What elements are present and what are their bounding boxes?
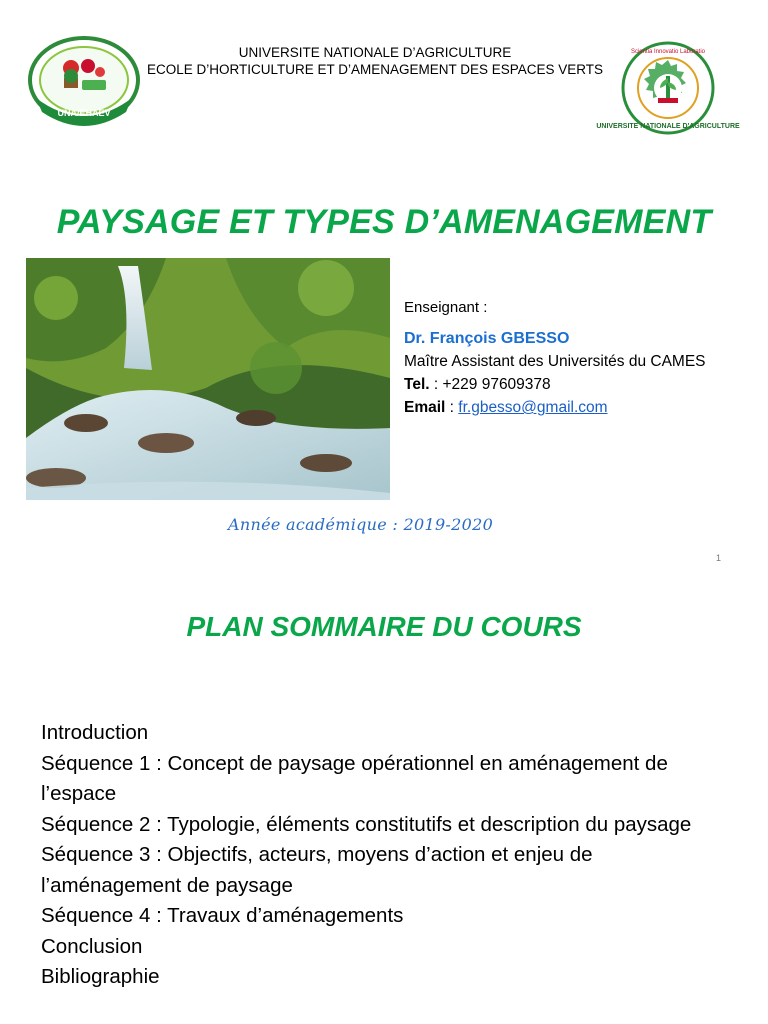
university-name: UNIVERSITE NATIONALE D’AGRICULTURE	[238, 45, 512, 60]
outline-title: PLAN SOMMAIRE DU COURS	[186, 611, 582, 642]
outline-item: Séquence 3 : Objectifs, acteurs, moyens d’action et enjeu de l’aménagement de paysage	[41, 843, 593, 897]
outline-item: Séquence 2 : Typologie, éléments constitutifs et description du paysage	[41, 812, 692, 836]
institution-header	[140, 44, 610, 78]
course-title: PAYSAGE ET TYPES D’AMENAGEMENT	[56, 203, 712, 241]
email-label: Email	[404, 399, 446, 416]
email-link[interactable]: fr.gbesso@gmail.com	[458, 399, 608, 416]
teacher-email	[404, 396, 754, 419]
teacher-position: Maître Assistant des Universités du CAMES	[404, 353, 706, 370]
teacher-info	[404, 296, 754, 419]
outline-slide	[0, 578, 768, 1024]
logo-left-text: UNA/EHAEV	[57, 108, 111, 118]
logo-right-text: UNIVERSITE NATIONALE D'AGRICULTURE	[596, 123, 740, 130]
teacher-phone	[404, 373, 754, 396]
tel-value: : +229 97609378	[429, 376, 551, 393]
logo-right-motto: Scientia Innovatio Laboratio	[630, 49, 706, 55]
outline-item: Introduction	[41, 721, 149, 744]
tel-label: Tel.	[404, 376, 430, 393]
page-number: 1	[716, 553, 722, 563]
outline-list	[41, 718, 731, 993]
outline-item: Conclusion	[41, 934, 143, 958]
university-seal-logo	[596, 40, 740, 136]
teacher-label: Enseignant :	[404, 299, 488, 316]
academic-year: Année académique : 2019-2020	[228, 515, 494, 534]
teacher-name: Dr. François GBESSO	[404, 330, 570, 347]
una-ehaev-logo	[26, 36, 142, 130]
email-separator: :	[445, 399, 459, 416]
outline-item: Bibliographie	[41, 965, 160, 988]
outline-item: Séquence 1 : Concept de paysage opérationnel en aménagement de l’espace	[41, 751, 668, 805]
school-name: ECOLE D’HORTICULTURE ET D’AMENAGEMENT DES ESPACES VERTS	[146, 62, 604, 77]
outline-item: Séquence 4 : Travaux d’aménagements	[41, 904, 404, 927]
waterfall-photo	[26, 258, 390, 500]
